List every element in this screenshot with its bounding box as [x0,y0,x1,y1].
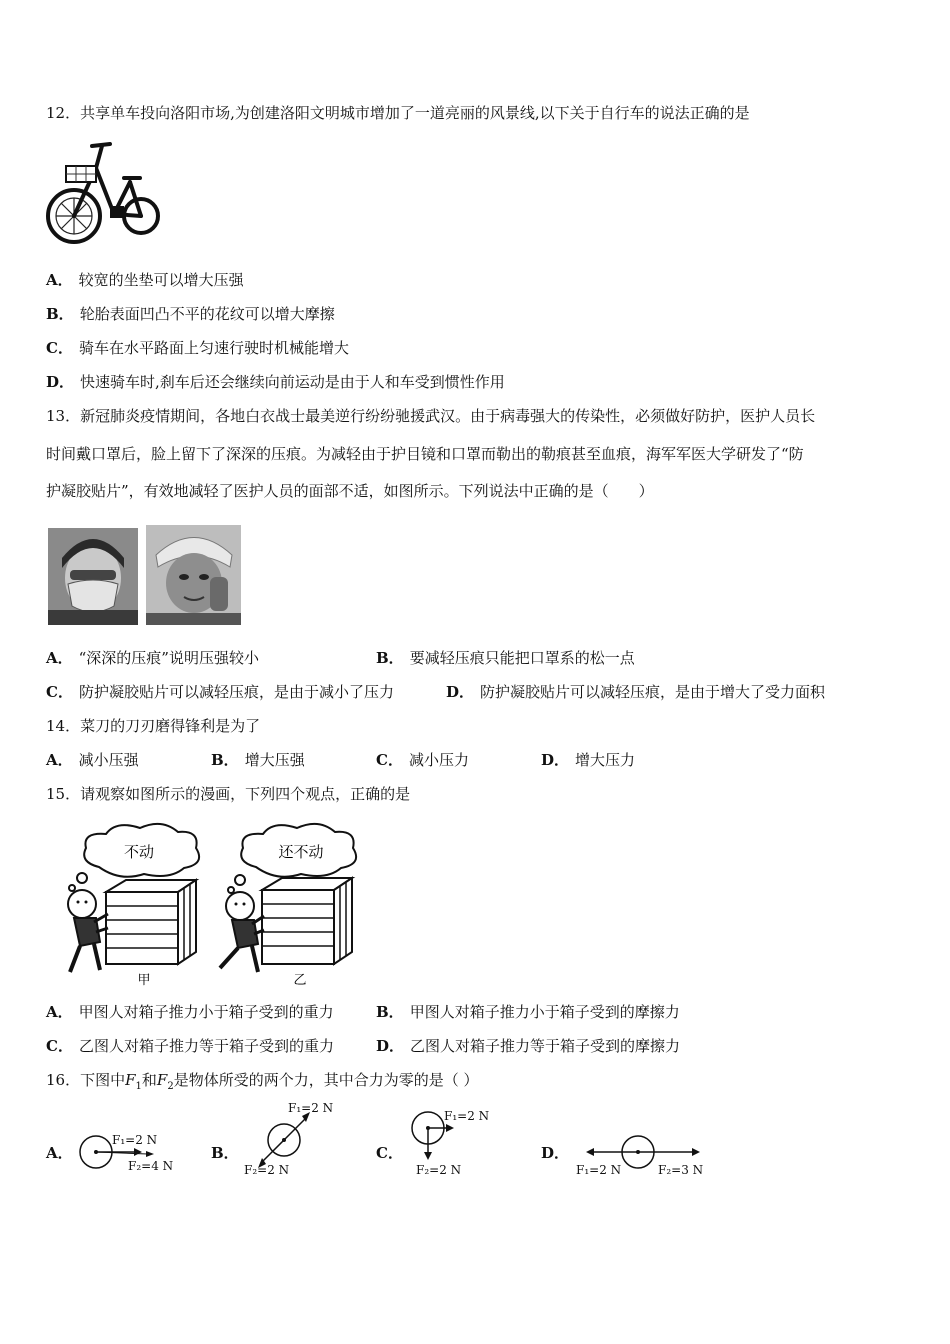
diagram-b-f2-label: F₂=2 N [244,1163,290,1177]
q14-option-b[interactable]: B． 增大压强 [211,751,305,769]
pushing-box-cartoon [44,822,394,990]
diagram-d-f2-label: F₂=3 N [658,1163,704,1177]
q16-diagram-c[interactable] [404,1104,514,1178]
q16-option-b-key[interactable]: B． [211,1144,239,1162]
q12-option-d[interactable]: D． 快速骑车时,刹车后还会继续向前运动是由于人和车受到惯性作用 [46,373,505,391]
q13-option-c[interactable]: C． 防护凝胶贴片可以减轻压痕，是由于减小了压力 [46,683,394,701]
diagram-c-f2-label: F₂=2 N [416,1163,462,1177]
diagram-a-f2-label: F₂=4 N [128,1159,174,1173]
q16-stem: 16．下图中$F_1$和$F_2$是物体所受的两个力，其中合力为零的是（ ） [46,1071,479,1092]
q16-option-a-key[interactable]: A． [46,1144,73,1162]
q15-option-b[interactable]: B． 甲图人对箱子推力小于箱子受到的摩擦力 [376,1003,680,1021]
q15-stem: 15．请观察如图所示的漫画，下列四个观点，正确的是 [46,785,411,803]
q13-stem-line1: 13．新冠肺炎疫情期间，各地白衣战士最美逆行纷纷驰援武汉。由于病毒强大的传染性，必须做好防护，医护人员长 [46,407,816,425]
q16-option-c-key[interactable]: C． [376,1144,403,1162]
q13-option-d[interactable]: D． 防护凝胶贴片可以减轻压痕，是由于增大了受力面积 [446,683,826,701]
q12-option-a[interactable]: A． 较宽的坐垫可以增大压强 [46,271,244,289]
diagram-c-f1-label: F₁=2 N [444,1109,490,1123]
diagram-b-f1-label: F₁=2 N [288,1101,334,1115]
q14-stem: 14．菜刀的刀刃磨得锋利是为了 [46,717,261,735]
bubble-left-text: 不动 [123,843,155,861]
q16-diagram-d[interactable] [570,1130,720,1180]
nurse-mask-photo [48,528,138,625]
q15-option-a[interactable]: A． 甲图人对箱子推力小于箱子受到的重力 [46,1003,334,1021]
q15-option-c[interactable]: C． 乙图人对箱子推力等于箱子受到的重力 [46,1037,334,1055]
q16-option-d-key[interactable]: D． [541,1144,570,1162]
cartoon-label-left: 甲 [137,973,151,988]
q15-option-d[interactable]: D． 乙图人对箱子推力等于箱子受到的摩擦力 [376,1037,681,1055]
diagram-a-f1-label: F₁=2 N [112,1133,158,1147]
q14-option-c[interactable]: C． 减小压力 [376,751,469,769]
diagram-d-f1-label: F₁=2 N [576,1163,622,1177]
q16-diagram-b[interactable] [240,1100,350,1178]
bicycle-image [44,138,164,250]
q12-stem: 12．共享单车投向洛阳市场,为创建洛阳文明城市增加了一道亮丽的风景线,以下关于自行车的说法正确的是 [46,104,750,122]
q12-option-c[interactable]: C． 骑车在水平路面上匀速行驶时机械能增大 [46,339,349,357]
nurse-face-photo [146,525,241,625]
q13-option-b[interactable]: B． 要减轻压痕只能把口罩系的松一点 [376,649,635,667]
q13-stem-line2: 时间戴口罩后，脸上留下了深深的压痕。为减轻由于护目镜和口罩而勒出的勒痕甚至血痕，海军军医大学研发了“防 [46,445,804,463]
q16-diagram-a[interactable] [76,1124,186,1178]
cartoon-label-right: 乙 [293,973,307,988]
q14-option-a[interactable]: A． 减小压强 [46,751,139,769]
q12-option-b[interactable]: B． 轮胎表面凹凸不平的花纹可以增大摩擦 [46,305,335,323]
q14-option-d[interactable]: D． 增大压力 [541,751,636,769]
q13-stem-line3: 护凝胶贴片”，有效地减轻了医护人员的面部不适，如图所示。下列说法中正确的是（ ） [46,482,654,500]
bubble-right-text: 还不动 [278,843,324,861]
q13-option-a[interactable]: A． “深深的压痕”说明压强较小 [46,649,259,667]
